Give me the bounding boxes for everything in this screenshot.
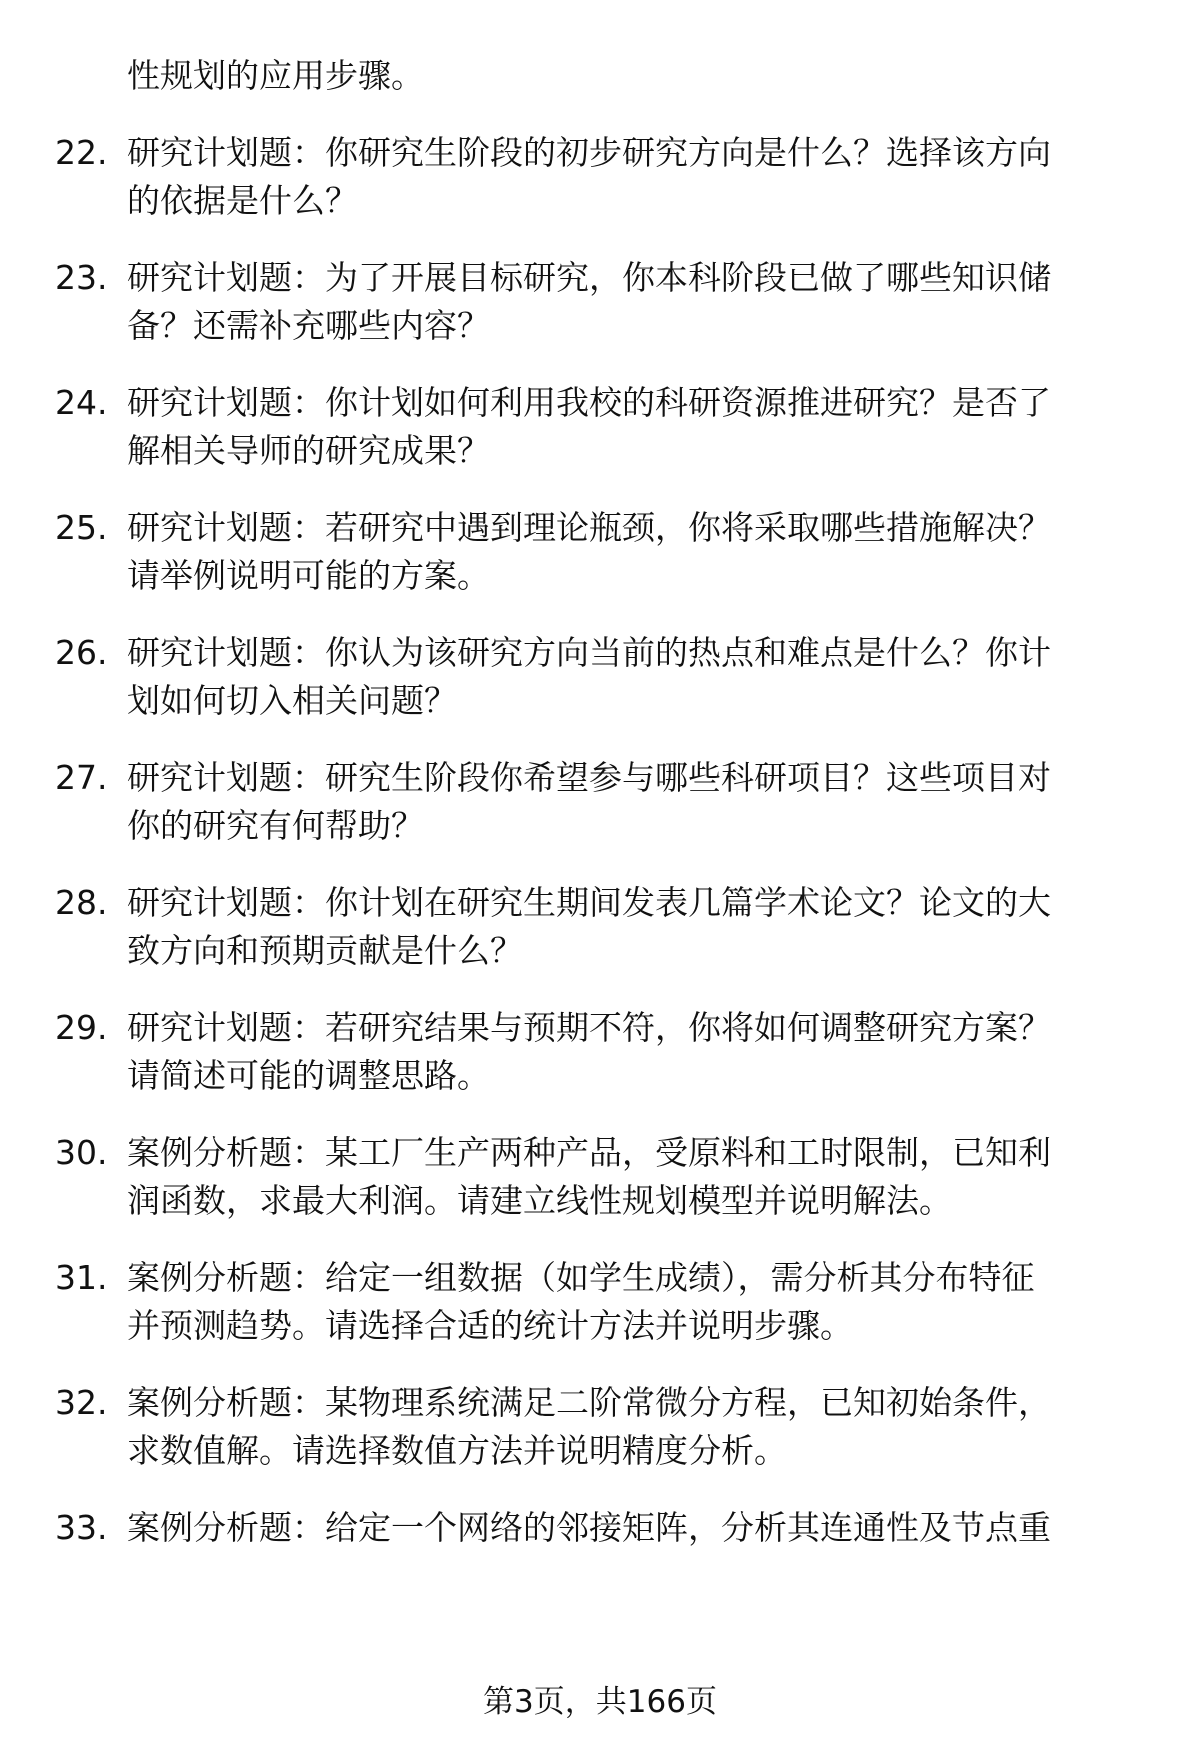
question-text [127,879,1127,975]
question-number: 30. [55,1133,108,1172]
question-text [127,504,1127,600]
question-number: 32. [55,1383,108,1422]
question-text [127,379,1127,475]
question-number: 22. [55,133,108,172]
question-number: 29. [55,1008,108,1047]
question-text [127,629,1127,725]
question-line: 并预测趋势。请选择合适的统计方法并说明步骤。 [127,1306,853,1345]
question-item [55,1379,1145,1475]
question-item [55,879,1145,975]
question-line: 研究计划题：若研究中遇到理论瓶颈，你将采取哪些措施解决？ [127,508,1051,547]
question-text [127,129,1127,225]
question-line: 备？还需补充哪些内容？ [127,306,490,345]
question-line: 研究计划题：你研究生阶段的初步研究方向是什么？选择该方向 [127,133,1051,172]
question-item [55,1129,1145,1225]
question-line: 致方向和预期贡献是什么？ [127,931,523,970]
question-line: 研究计划题：你计划如何利用我校的科研资源推进研究？是否了 [127,383,1051,422]
question-text [127,1379,1127,1475]
question-number: 25. [55,508,108,547]
question-line: 请举例说明可能的方案。 [127,556,490,595]
question-text [127,254,1127,350]
question-line: 案例分析题：某物理系统满足二阶常微分方程，已知初始条件， [127,1383,1051,1422]
question-line: 你的研究有何帮助？ [127,806,424,845]
question-item [55,1504,1145,1552]
question-item [55,754,1145,850]
question-number: 26. [55,633,108,672]
question-line: 的依据是什么？ [127,181,358,220]
question-item [55,1004,1145,1100]
question-item [55,379,1145,475]
question-item [55,254,1145,350]
question-text [127,1504,1127,1552]
question-line: 请简述可能的调整思路。 [127,1056,490,1095]
question-number: 24. [55,383,108,422]
question-number: 28. [55,883,108,922]
question-line: 研究计划题：若研究结果与预期不符，你将如何调整研究方案？ [127,1008,1051,1047]
question-text [127,1254,1127,1350]
question-item [55,504,1145,600]
question-item [55,629,1145,725]
question-line: 案例分析题：给定一个网络的邻接矩阵，分析其连通性及节点重 [127,1508,1051,1547]
question-list [55,52,1145,1581]
question-item [55,1254,1145,1350]
question-line: 润函数，求最大利润。请建立线性规划模型并说明解法。 [127,1181,952,1220]
question-number: 27. [55,758,108,797]
question-line: 研究计划题：为了开展目标研究，你本科阶段已做了哪些知识储 [127,258,1051,297]
question-line: 案例分析题：某工厂生产两种产品，受原料和工时限制，已知利 [127,1133,1051,1172]
question-text [127,1004,1127,1100]
question-item [55,129,1145,225]
question-text [127,1129,1127,1225]
question-number: 23. [55,258,108,297]
question-line: 研究计划题：你认为该研究方向当前的热点和难点是什么？你计 [127,633,1051,672]
question-text [127,754,1127,850]
question-line: 求数值解。请选择数值方法并说明精度分析。 [127,1431,787,1470]
continuation-line: 性规划的应用步骤。 [127,56,424,95]
question-line: 划如何切入相关问题？ [127,681,457,720]
question-line: 解相关导师的研究成果？ [127,431,490,470]
question-line: 研究计划题：你计划在研究生期间发表几篇学术论文？论文的大 [127,883,1051,922]
question-line: 案例分析题：给定一组数据（如学生成绩），需分析其分布特征 [127,1258,1035,1297]
page-number-footer: 第3页，共166页 [483,1684,717,1720]
question-number: 33. [55,1508,108,1547]
question-line: 研究计划题：研究生阶段你希望参与哪些科研项目？这些项目对 [127,758,1051,797]
question-number: 31. [55,1258,108,1297]
